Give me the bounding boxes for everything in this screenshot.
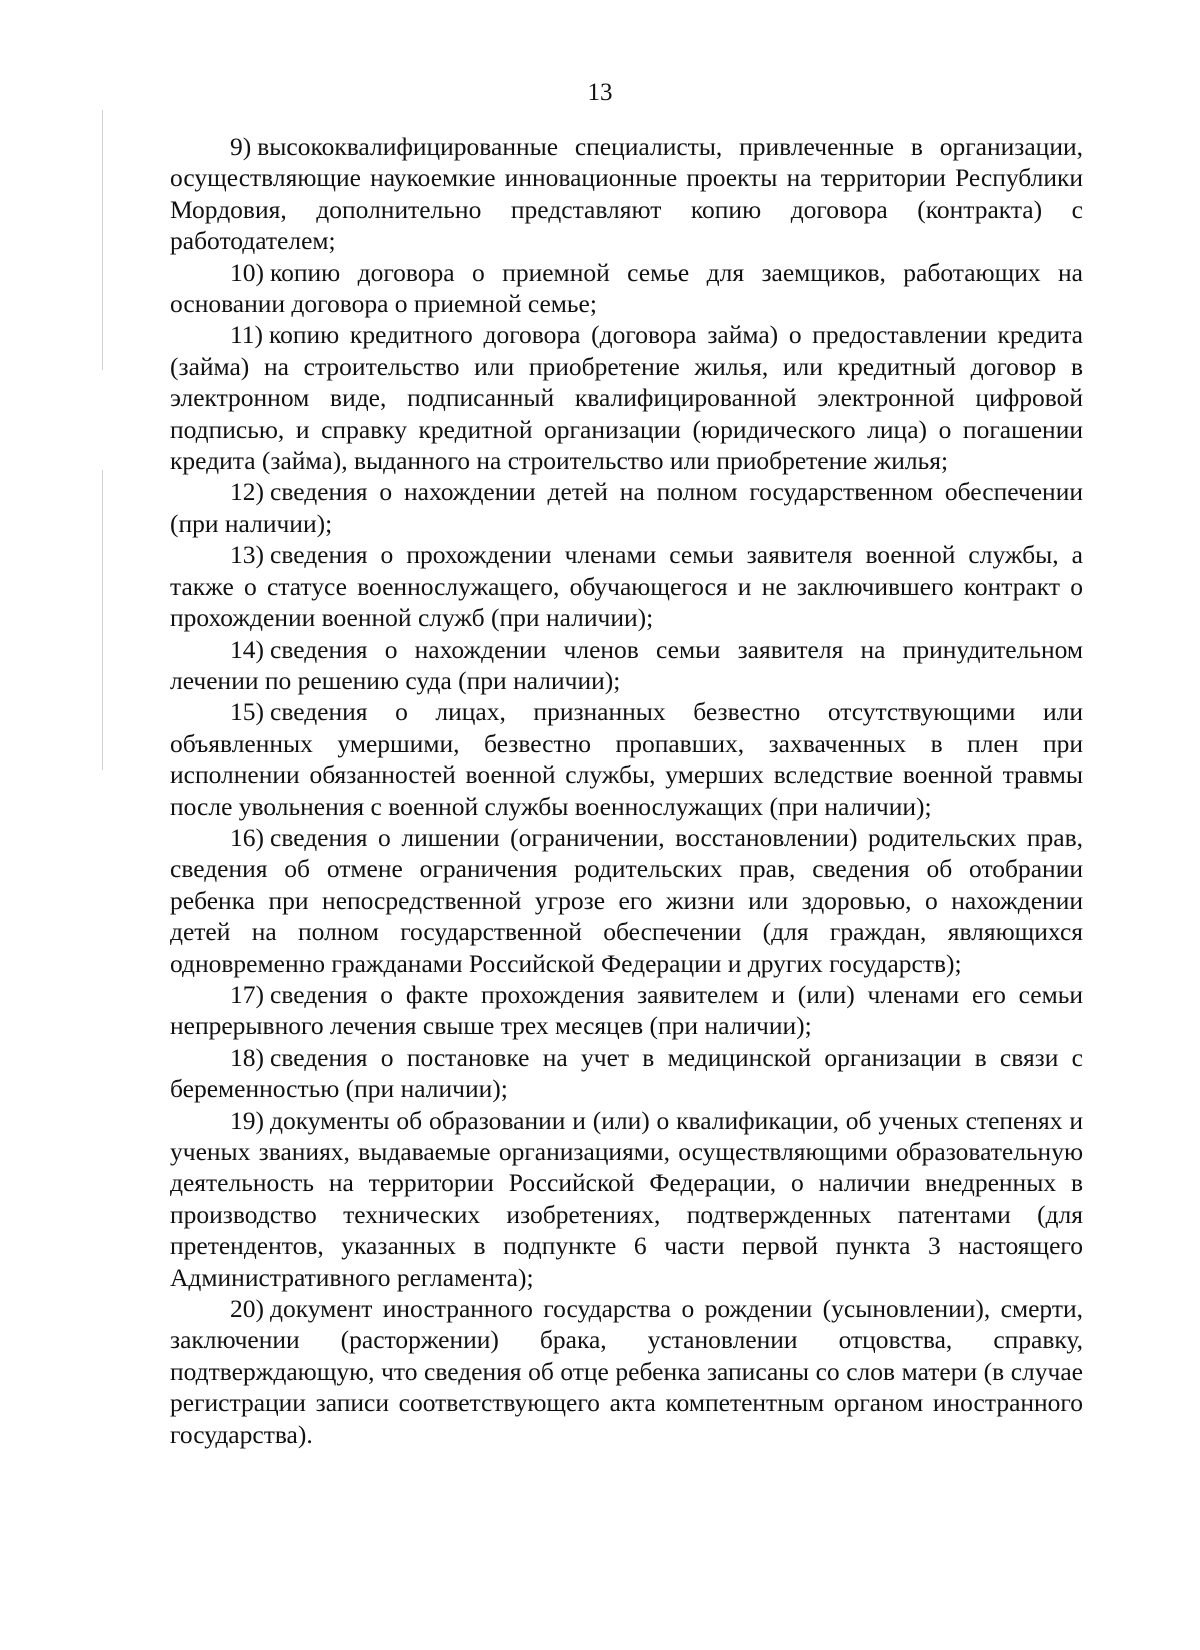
item-number: 9)	[230, 132, 252, 161]
item-number: 18)	[230, 1042, 264, 1072]
item-text: сведения о нахождении детей на полном государственном обеспечении (при наличии);	[170, 477, 1083, 538]
list-item	[170, 822, 1083, 979]
item-number: 19)	[230, 1105, 264, 1135]
page-number: 13	[587, 79, 613, 106]
document-body	[170, 131, 1083, 1450]
list-item	[170, 634, 1083, 697]
item-number: 16)	[230, 822, 264, 852]
item-number: 17)	[230, 979, 264, 1009]
list-item	[170, 979, 1083, 1042]
scan-edge-line	[102, 110, 103, 370]
item-number: 10)	[230, 257, 264, 287]
item-text: сведения о постановке на учет в медицинской организации в связи с беременностью (при наличии);	[170, 1042, 1083, 1104]
list-item	[170, 696, 1083, 822]
list-item	[170, 257, 1083, 320]
item-text: сведения о прохождении членами семьи заявителя военной службы, а также о статусе военнослужащего, обучающегося и не заключившего контракт о прохождении военной служб (при наличии);	[170, 540, 1083, 633]
item-number: 11)	[230, 320, 264, 350]
item-text: копию кредитного договора (договора займа) о предоставлении кредита (займа) на строительство или приобретение жилья, или кредитный договор в электронном виде, подписанный квалифицированной электронной цифровой подписью, и справку кредитной организации (юридического лица) о погашении кредита (займа), выданного на строительство или приобретение жилья;	[170, 320, 1083, 476]
item-text: сведения о лицах, признанных безвестно отсутствующими или объявленных умершими, безвестно пропавших, захваченных в плен при исполнении обязанностей военной службы, умерших вследствие военной травмы после увольнения с военной службы военнослужащих (при наличии);	[170, 697, 1083, 821]
item-text: документ иностранного государства о рождении (усыновлении), смерти, заключении (расторжении) брака, установлении отцовства, справку, подтверждающую, что сведения об отце ребенка записаны со слов матери (в случае регистрации записи соответствующего акта компетентным органом иностранного государства).	[170, 1294, 1083, 1449]
item-text: копию договора о приемной семье для заемщиков, работающих на основании договора о приемной семье;	[170, 257, 1083, 319]
item-text: документы об образовании и (или) о квалификации, об ученых степенях и ученых званиях, выдаваемые организациями, осуществляющими образовательную деятельность на территории Российской Федерации, о наличии внедренных в производство технических изобретениях, подтвержденных патентами (для претендентов, указанных в подпункте 6 части первой пункта 3 настоящего Административного регламента);	[170, 1105, 1083, 1292]
item-text: сведения о лишении (ограничении, восстановлении) родительских прав, сведения об отмене ограничения родительских прав, сведения об отобрании ребенка при непосредственной угрозе его жизни или здоровью, о нахождении детей на полном государственной обеспечении (для граждан, являющихся одновременно гражданами Российской Федерации и других государств);	[170, 822, 1083, 978]
item-number: 20)	[230, 1294, 264, 1324]
item-text: сведения о нахождении членов семьи заявителя на принудительном лечении по решению суда (при наличии);	[170, 634, 1083, 695]
item-number: 14)	[230, 634, 264, 664]
scan-edge-line	[102, 470, 103, 770]
item-text: сведения о факте прохождения заявителем и (или) членами его семьи непрерывного лечения свыше трех месяцев (при наличии);	[170, 979, 1083, 1041]
item-text: высококвалифицированные специалисты, привлеченные в организации, осуществляющие наукоемкие инновационные проекты на территории Республики Мордовия, дополнительно представляют копию договора (контракта) с работодателем;	[170, 132, 1083, 256]
list-item	[170, 1105, 1083, 1293]
list-item	[170, 319, 1083, 476]
list-item	[170, 476, 1083, 539]
item-number: 12)	[230, 477, 264, 507]
item-number: 15)	[230, 697, 264, 727]
item-number: 13)	[230, 540, 264, 570]
list-item	[170, 131, 1083, 257]
list-item	[170, 539, 1083, 633]
list-item	[170, 1042, 1083, 1105]
list-item	[170, 1293, 1083, 1450]
